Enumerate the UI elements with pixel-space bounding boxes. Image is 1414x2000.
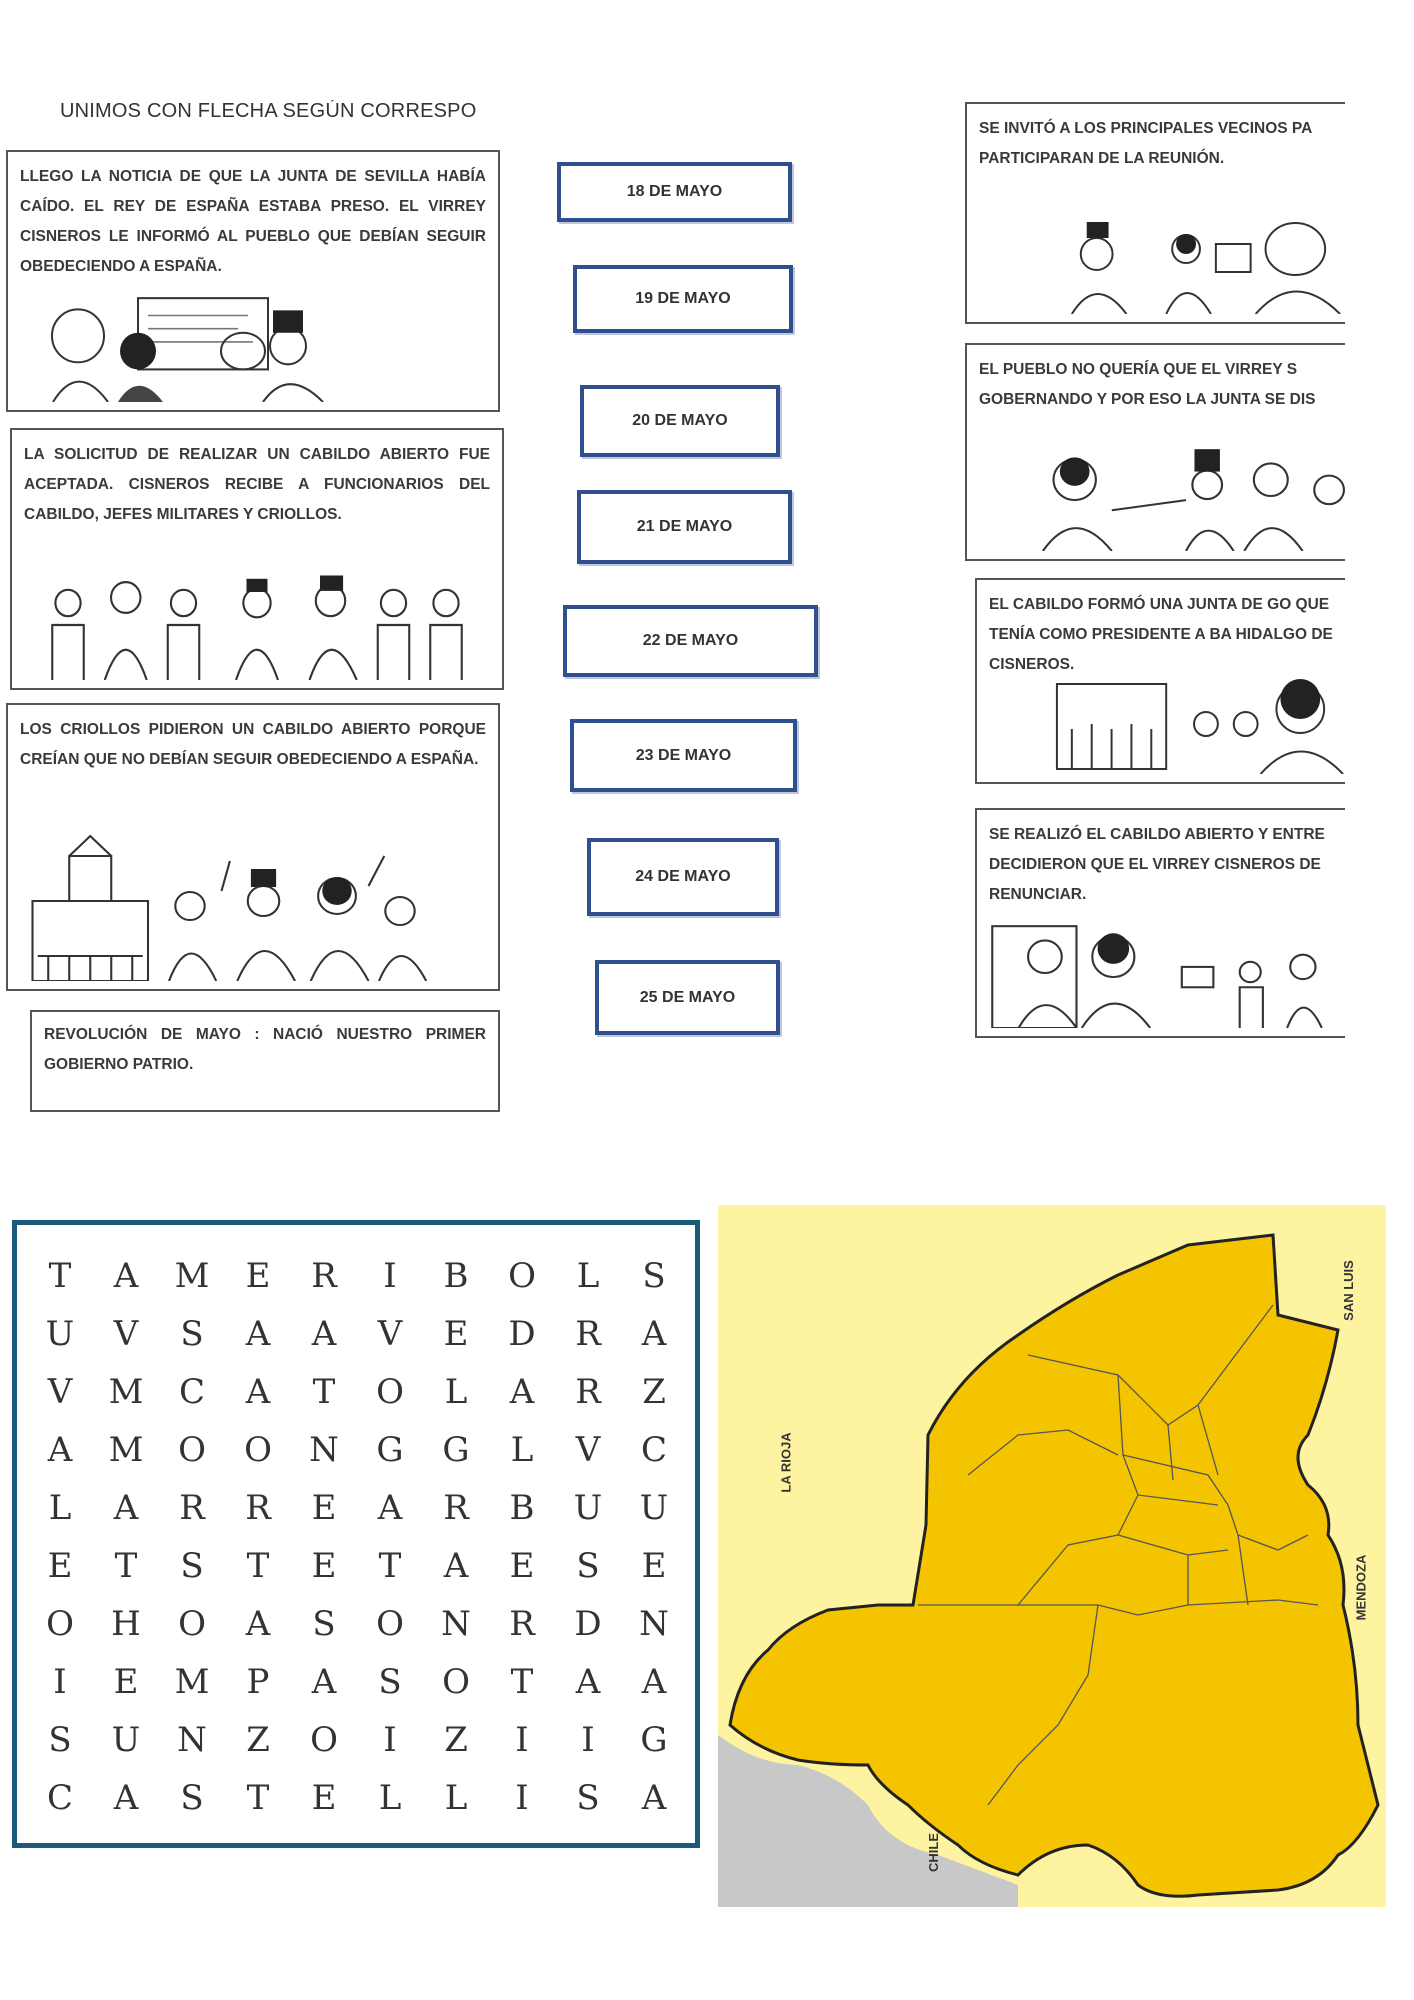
word-search-letter[interactable]: B: [443, 1256, 469, 1296]
word-search-letter[interactable]: E: [311, 1488, 337, 1528]
event-card-text: LA SOLICITUD DE REALIZAR UN CABILDO ABIERTO FUE ACEPTADA. CISNEROS RECIBE A FUNCIONARIOS DEL CABILDO, JEFES MILITARES Y CRIOLLOS.: [24, 446, 490, 523]
word-search-letter[interactable]: G: [640, 1720, 668, 1760]
word-search-letter[interactable]: P: [246, 1662, 270, 1702]
word-search-letter[interactable]: E: [47, 1546, 73, 1586]
word-search-letter[interactable]: O: [178, 1604, 206, 1644]
word-search-letter[interactable]: O: [376, 1372, 404, 1412]
word-search-letter[interactable]: A: [245, 1372, 271, 1412]
event-card-left-3[interactable]: [6, 703, 500, 991]
word-search-letter[interactable]: O: [178, 1430, 206, 1470]
word-search-letter[interactable]: T: [312, 1372, 336, 1412]
event-card-text: REVOLUCIÓN DE MAYO : NACIÓ NUESTRO PRIMER GOBIERNO PATRIO.: [44, 1026, 486, 1073]
word-search-letter[interactable]: M: [174, 1256, 210, 1296]
word-search-letter[interactable]: S: [180, 1314, 204, 1354]
word-search-letter[interactable]: Z: [642, 1372, 666, 1412]
event-card-right-4[interactable]: [975, 808, 1345, 1038]
date-box-19[interactable]: 19 DE MAYO: [573, 265, 793, 333]
word-search-letter[interactable]: N: [309, 1430, 339, 1470]
word-search-letter[interactable]: E: [113, 1662, 139, 1702]
word-search-letter[interactable]: S: [312, 1604, 336, 1644]
word-search-letter[interactable]: Z: [444, 1720, 468, 1760]
word-search-letter[interactable]: A: [47, 1430, 73, 1470]
event-card-right-1[interactable]: [965, 102, 1345, 324]
word-search-letter[interactable]: I: [515, 1778, 529, 1818]
word-search-letter[interactable]: N: [177, 1720, 207, 1760]
word-search-letter[interactable]: S: [180, 1546, 204, 1586]
event-card-left-1[interactable]: [6, 150, 500, 412]
word-search-letter[interactable]: A: [113, 1256, 139, 1296]
word-search-letter[interactable]: G: [376, 1430, 404, 1470]
word-search-letter[interactable]: E: [443, 1314, 469, 1354]
word-search-letter[interactable]: R: [245, 1488, 271, 1528]
word-search-letter[interactable]: N: [441, 1604, 471, 1644]
word-search-letter[interactable]: E: [509, 1546, 535, 1586]
word-search-letter[interactable]: L: [444, 1778, 468, 1818]
date-box-21[interactable]: 21 DE MAYO: [577, 490, 792, 564]
date-box-22[interactable]: 22 DE MAYO: [563, 605, 818, 677]
illustration-junta: [1047, 669, 1345, 774]
word-search-letter[interactable]: O: [310, 1720, 338, 1760]
date-box-25[interactable]: 25 DE MAYO: [595, 960, 780, 1035]
worksheet-heading: UNIMOS CON FLECHA SEGÚN CORRESPO: [60, 100, 477, 122]
province-map: [718, 1205, 1386, 1907]
event-card-right-3[interactable]: [975, 578, 1345, 784]
illustration-invitation: [1047, 204, 1345, 314]
word-search-letter[interactable]: L: [510, 1430, 534, 1470]
map-label-chile: CHILE: [926, 1833, 941, 1872]
illustration-cabildo-abierto: [987, 916, 1345, 1028]
word-search-letter[interactable]: I: [581, 1720, 595, 1760]
word-search-letter[interactable]: L: [48, 1488, 72, 1528]
map-label-mendoza: MENDOZA: [1353, 1554, 1369, 1621]
word-search-letter[interactable]: S: [576, 1778, 600, 1818]
word-search-letter[interactable]: D: [508, 1314, 536, 1354]
word-search-letter[interactable]: O: [442, 1662, 470, 1702]
word-search-letter[interactable]: T: [48, 1256, 72, 1296]
event-card-text: SE INVITÓ A LOS PRINCIPALES VECINOS PA PARTICIPARAN DE LA REUNIÓN.: [979, 120, 1312, 167]
word-search-letter[interactable]: S: [576, 1546, 600, 1586]
word-search-letter[interactable]: U: [111, 1720, 141, 1760]
word-search-letter[interactable]: A: [575, 1662, 601, 1702]
illustration-dissolution: [1027, 439, 1345, 551]
word-search-letter[interactable]: S: [642, 1256, 666, 1296]
word-search-letter[interactable]: A: [311, 1662, 337, 1702]
word-search-letter[interactable]: E: [311, 1778, 337, 1818]
word-search-letter[interactable]: C: [178, 1372, 205, 1412]
illustration-meeting: [26, 570, 488, 680]
word-search-letter[interactable]: A: [113, 1778, 139, 1818]
word-search-letter[interactable]: I: [383, 1256, 397, 1296]
word-search-letter[interactable]: V: [575, 1430, 601, 1470]
word-search-letter[interactable]: A: [245, 1604, 271, 1644]
province-map-svg: [718, 1205, 1386, 1907]
word-search-letter[interactable]: M: [174, 1662, 210, 1702]
word-search-letter[interactable]: S: [378, 1662, 402, 1702]
event-card-left-2[interactable]: [10, 428, 504, 690]
event-card-right-2[interactable]: [965, 343, 1345, 561]
word-search-letter[interactable]: L: [378, 1778, 402, 1818]
word-search-letter[interactable]: M: [108, 1372, 144, 1412]
event-card-text: EL CABILDO FORMÓ UNA JUNTA DE GO QUE TENÍA COMO PRESIDENTE A BA HIDALGO DE CISNEROS.: [989, 596, 1333, 673]
word-search-letter[interactable]: S: [48, 1720, 72, 1760]
word-search-letter[interactable]: N: [639, 1604, 669, 1644]
map-label-la-rioja: LA RIOJA: [778, 1432, 794, 1493]
word-search-letter[interactable]: U: [45, 1314, 75, 1354]
word-search-letter[interactable]: M: [108, 1430, 144, 1470]
word-search-letter[interactable]: R: [443, 1488, 469, 1528]
word-search-letter[interactable]: H: [111, 1604, 141, 1644]
event-card-text: SE REALIZÓ EL CABILDO ABIERTO Y ENTRE DECIDIERON QUE EL VIRREY CISNEROS DE RENUNCIAR.: [989, 826, 1325, 903]
word-search-letter[interactable]: T: [246, 1546, 270, 1586]
event-card-text: EL PUEBLO NO QUERÍA QUE EL VIRREY S GOBERNANDO Y POR ESO LA JUNTA SE DIS: [979, 361, 1316, 408]
word-search-letter[interactable]: R: [575, 1372, 601, 1412]
date-box-18[interactable]: 18 DE MAYO: [557, 162, 792, 222]
date-box-24[interactable]: 24 DE MAYO: [587, 838, 779, 916]
word-search-letter[interactable]: B: [509, 1488, 535, 1528]
word-search-letter[interactable]: A: [311, 1314, 337, 1354]
word-search-letter[interactable]: A: [113, 1488, 139, 1528]
word-search-letter[interactable]: T: [510, 1662, 534, 1702]
word-search-letter[interactable]: E: [641, 1546, 667, 1586]
word-search-letter[interactable]: V: [47, 1372, 73, 1412]
word-search-letter[interactable]: A: [641, 1314, 667, 1354]
word-search-letter[interactable]: A: [443, 1546, 469, 1586]
word-search-letter[interactable]: R: [509, 1604, 535, 1644]
word-search-letter[interactable]: O: [244, 1430, 272, 1470]
date-box-20[interactable]: 20 DE MAYO: [580, 385, 780, 457]
date-box-23[interactable]: 23 DE MAYO: [570, 719, 797, 792]
word-search-letter[interactable]: A: [245, 1314, 271, 1354]
word-search-letter[interactable]: C: [46, 1778, 73, 1818]
word-search-letter[interactable]: S: [180, 1778, 204, 1818]
word-search-letter[interactable]: T: [246, 1778, 270, 1818]
word-search-letter[interactable]: R: [179, 1488, 205, 1528]
word-search-letter[interactable]: A: [641, 1778, 667, 1818]
word-search-letter[interactable]: A: [377, 1488, 403, 1528]
illustration-crowd-cabildo: [22, 831, 484, 981]
word-search-letter[interactable]: O: [508, 1256, 536, 1296]
word-search-letter[interactable]: C: [640, 1430, 667, 1470]
word-search-grid: [27, 1247, 687, 1827]
word-search-letter[interactable]: I: [53, 1662, 67, 1702]
word-search-letter[interactable]: E: [245, 1256, 271, 1296]
word-search-letter[interactable]: O: [46, 1604, 74, 1644]
event-card-final[interactable]: [30, 1010, 500, 1112]
word-search-letter[interactable]: Z: [246, 1720, 270, 1760]
word-search-letter[interactable]: V: [113, 1314, 139, 1354]
word-search-letter[interactable]: T: [378, 1546, 402, 1586]
word-search-puzzle: [12, 1220, 700, 1848]
word-search-letter[interactable]: G: [442, 1430, 470, 1470]
word-search-letter[interactable]: L: [576, 1256, 600, 1296]
word-search-letter[interactable]: U: [639, 1488, 669, 1528]
word-search-letter[interactable]: O: [376, 1604, 404, 1644]
illustration-proclamation: [38, 290, 338, 402]
event-card-text: LOS CRIOLLOS PIDIERON UN CABILDO ABIERTO PORQUE CREÍAN QUE NO DEBÍAN SEGUIR OBEDECIENDO A ESPAÑA.: [20, 721, 486, 768]
word-search-letter[interactable]: D: [574, 1604, 602, 1644]
word-search-letter[interactable]: I: [515, 1720, 529, 1760]
word-search-letter[interactable]: R: [311, 1256, 337, 1296]
word-search-letter[interactable]: E: [311, 1546, 337, 1586]
word-search-letter[interactable]: I: [383, 1720, 397, 1760]
event-card-text: LLEGO LA NOTICIA DE QUE LA JUNTA DE SEVILLA HABÍA CAÍDO. EL REY DE ESPAÑA ESTABA PRESO. EL VIRREY CISNEROS LE INFORMÓ AL PUEBLO QUE DEBÍAN SEGUIR OBEDECIENDO A ESPAÑA.: [20, 168, 486, 275]
word-search-letter[interactable]: A: [641, 1662, 667, 1702]
word-search-letter[interactable]: U: [573, 1488, 603, 1528]
word-search-letter[interactable]: L: [444, 1372, 468, 1412]
word-search-letter[interactable]: R: [575, 1314, 601, 1354]
word-search-letter[interactable]: V: [377, 1314, 403, 1354]
word-search-letter[interactable]: T: [114, 1546, 138, 1586]
map-label-san-luis: SAN LUIS: [1340, 1260, 1356, 1321]
word-search-letter[interactable]: A: [509, 1372, 535, 1412]
